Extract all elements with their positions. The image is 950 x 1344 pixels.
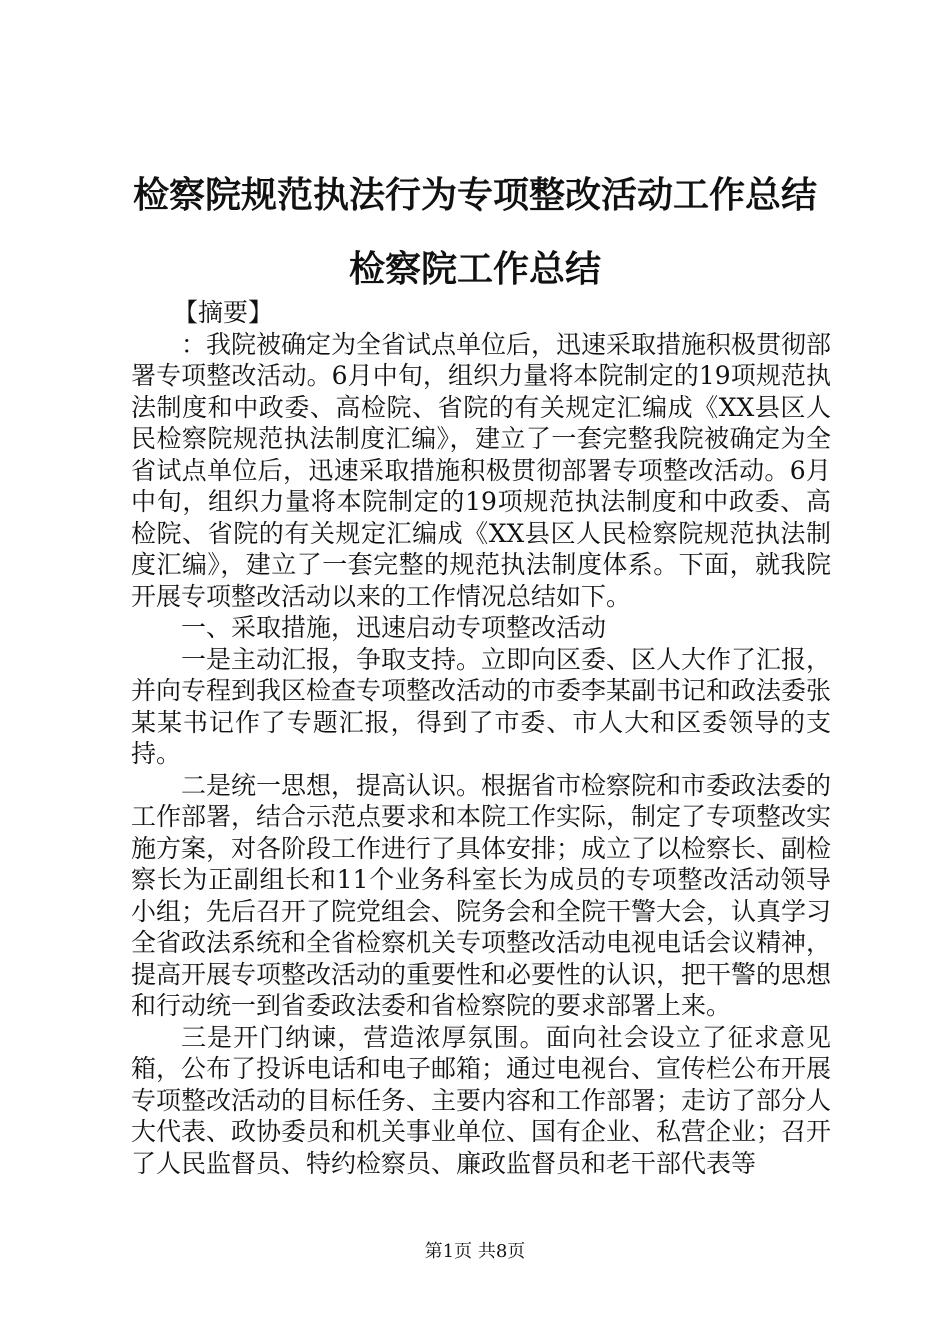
document-title: 检察院规范执法行为专项整改活动工作总结检察院工作总结	[132, 174, 817, 290]
abstract-paragraph: ：我院被确定为全省试点单位后，迅速采取措施积极贯彻部署专项整改活动。6月中旬，组织力量将本院制定的19项规范执法制度和中政委、高检院、省院的有关规定汇编成《XX县区人民检察院规范执法制度汇编》，建立了一套完整我院被确定为全省试点单位后，迅速采取措施积极贯彻部署专项整改活动。6月中旬，组织力量将本院制定的19项规范执法制度和中政委、高检院、省院的有关规定汇编成《XX县区人民检察院规范执法制度汇编》，建立了一套完整的规范执法制度体系。下面，就我院开展专项整改活动以来的工作情况总结如下。	[131, 329, 832, 611]
section-heading: 一、采取措施，迅速启动专项整改活动	[181, 613, 607, 642]
document-body	[131, 297, 831, 1179]
body-paragraph: 一是主动汇报，争取支持。立即向区委、区人大作了汇报，并向专程到我区检查专项整改活动的市委李某副书记和政法委张某某书记作了专题汇报，得到了市委、市人大和区委领导的支持。	[131, 644, 832, 768]
body-paragraph: 二是统一思想，提高认识。根据省市检察院和市委政法委的工作部署，结合示范点要求和本院工作实际，制定了专项整改实施方案，对各阶段工作进行了具体安排；成立了以检察长、副检察长为正副组长和11个业务科室长为成员的专项整改活动领导小组；先后召开了院党组会、院务会和全院干警大会，认真学习全省政法系统和全省检察机关专项整改活动电视电话会议精神，提高开展专项整改活动的重要性和必要性的认识，把干警的思想和行动统一到省委政法委和省检察院的要求部署上来。	[131, 770, 832, 1020]
body-paragraph: 三是开门纳谏，营造浓厚氛围。面向社会设立了征求意见箱，公布了投诉电话和电子邮箱；通过电视台、宣传栏公布开展专项整改活动的目标任务、主要内容和工作部署；走访了部分人大代表、政协委员和机关事业单位、国有企业、私营企业；召开了人民监督员、特约检察员、廉政监督员和老干部代表等	[131, 1022, 832, 1178]
page-footer: 第1页 共8页	[424, 1241, 526, 1262]
abstract-label: 【摘要】	[173, 298, 274, 327]
